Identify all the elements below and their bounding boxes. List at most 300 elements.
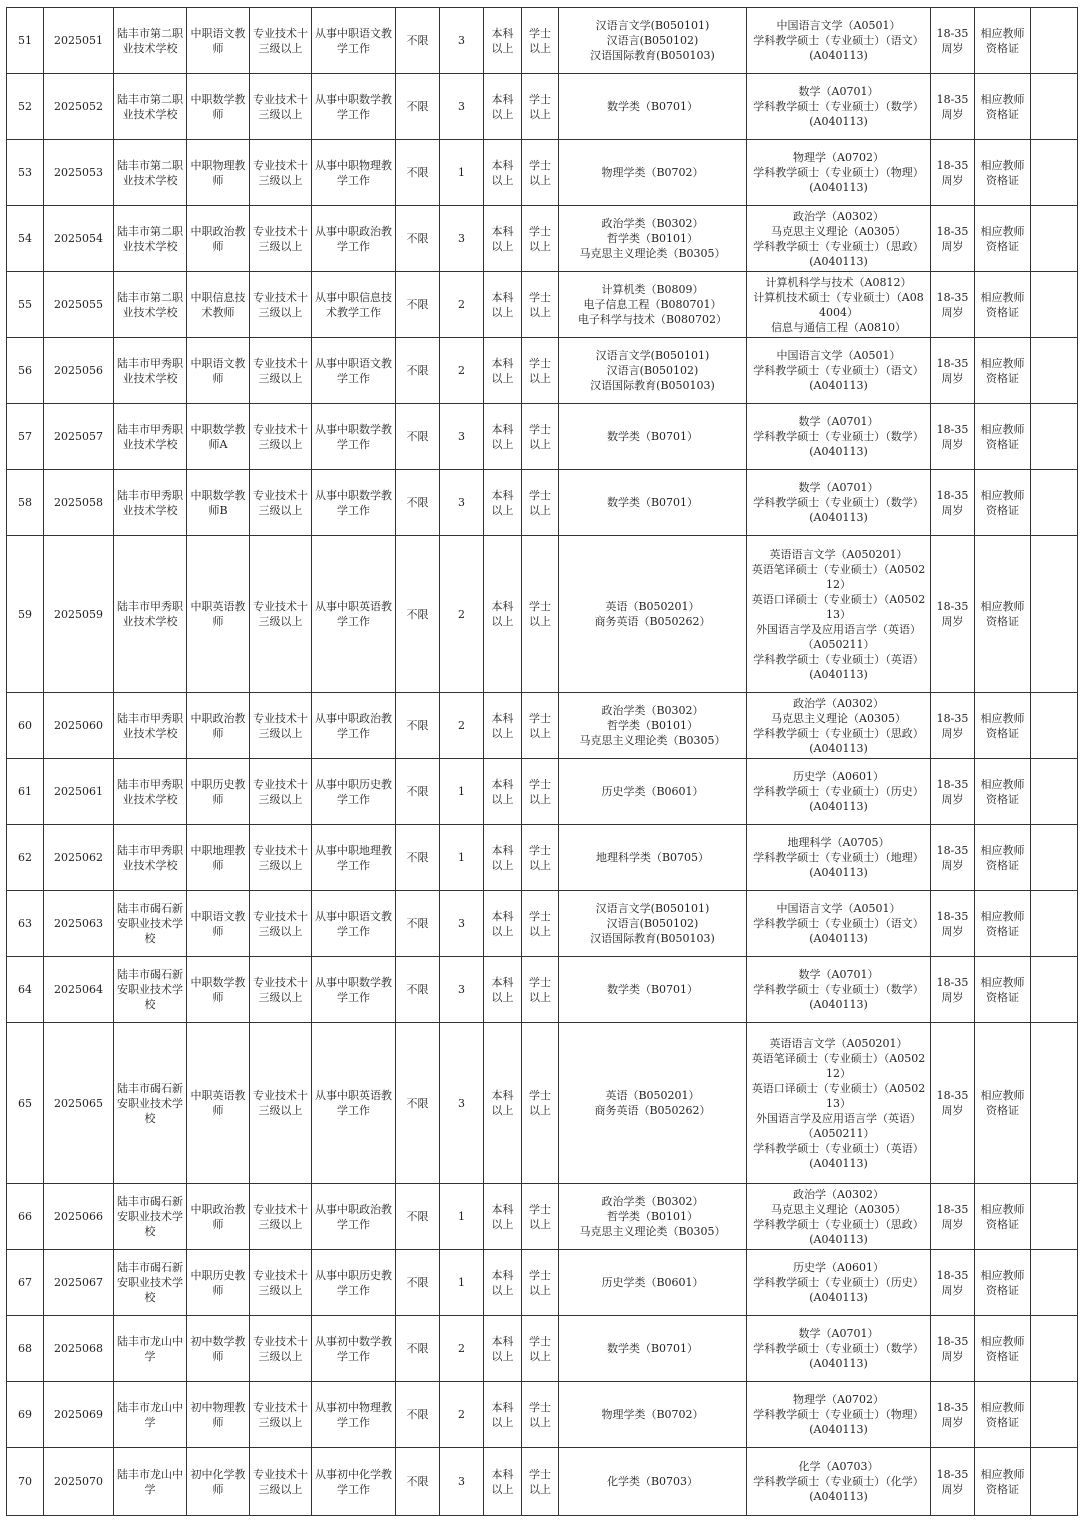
cell-degree: 学士以上 xyxy=(522,759,559,825)
cell-level: 专业技术十三级以上 xyxy=(250,8,312,74)
cell-unit: 陆丰市甲秀职业技术学校 xyxy=(114,759,187,825)
cell-index: 66 xyxy=(7,1184,44,1250)
cell-count: 1 xyxy=(440,1184,484,1250)
cell-scope: 不限 xyxy=(396,825,440,891)
cell-scope: 不限 xyxy=(396,338,440,404)
recruitment-table xyxy=(6,7,1078,1516)
cell-age: 18-35周岁 xyxy=(931,957,975,1023)
cell-education: 本科以上 xyxy=(484,470,522,536)
cell-degree: 学士以上 xyxy=(522,957,559,1023)
cell-index: 59 xyxy=(7,536,44,693)
table-row xyxy=(7,1184,1078,1250)
cell-post: 中职信息技术教师 xyxy=(187,272,250,338)
cell-index: 52 xyxy=(7,74,44,140)
cell-degree: 学士以上 xyxy=(522,1316,559,1382)
cell-duty: 从事中职语文教学工作 xyxy=(312,8,396,74)
cell-undergrad-major: 政治学类（B0302） 哲学类（B0101） 马克思主义理论类（B0305） xyxy=(559,206,747,272)
cell-degree: 学士以上 xyxy=(522,140,559,206)
cell-postgrad-major: 数学（A0701） 学科教学硕士（专业硕士）（数学）(A040113) xyxy=(747,470,931,536)
cell-degree: 学士以上 xyxy=(522,206,559,272)
cell-undergrad-major: 英语（B050201） 商务英语（B050262） xyxy=(559,536,747,693)
cell-count: 2 xyxy=(440,1382,484,1448)
cell-postgrad-major: 政治学（A0302） 马克思主义理论（A0305） 学科教学硕士（专业硕士）（思政）(A040113) xyxy=(747,693,931,759)
table-row xyxy=(7,1250,1078,1316)
cell-certificate: 相应教师资格证 xyxy=(975,693,1031,759)
cell-education: 本科以上 xyxy=(484,272,522,338)
cell-remark xyxy=(1031,140,1078,206)
cell-postgrad-major: 中国语言文学（A0501） 学科教学硕士（专业硕士）（语文）(A040113) xyxy=(747,338,931,404)
cell-degree: 学士以上 xyxy=(522,272,559,338)
cell-education: 本科以上 xyxy=(484,693,522,759)
cell-certificate: 相应教师资格证 xyxy=(975,8,1031,74)
cell-age: 18-35周岁 xyxy=(931,1250,975,1316)
cell-undergrad-major: 地理科学类（B0705） xyxy=(559,825,747,891)
cell-certificate: 相应教师资格证 xyxy=(975,759,1031,825)
cell-undergrad-major: 化学类（B0703） xyxy=(559,1448,747,1516)
cell-post-code: 2025066 xyxy=(44,1184,114,1250)
table-row xyxy=(7,404,1078,470)
table-row xyxy=(7,891,1078,957)
cell-undergrad-major: 数学类（B0701） xyxy=(559,470,747,536)
cell-duty: 从事中职数学教学工作 xyxy=(312,404,396,470)
cell-certificate: 相应教师资格证 xyxy=(975,536,1031,693)
cell-duty: 从事中职政治教学工作 xyxy=(312,206,396,272)
cell-count: 3 xyxy=(440,891,484,957)
cell-duty: 从事中职历史教学工作 xyxy=(312,1250,396,1316)
cell-level: 专业技术十三级以上 xyxy=(250,1250,312,1316)
cell-remark xyxy=(1031,338,1078,404)
cell-count: 3 xyxy=(440,206,484,272)
cell-postgrad-major: 地理科学（A0705） 学科教学硕士（专业硕士）（地理）(A040113) xyxy=(747,825,931,891)
table-row xyxy=(7,140,1078,206)
cell-unit: 陆丰市甲秀职业技术学校 xyxy=(114,470,187,536)
cell-degree: 学士以上 xyxy=(522,1023,559,1184)
cell-age: 18-35周岁 xyxy=(931,759,975,825)
cell-index: 70 xyxy=(7,1448,44,1516)
cell-remark xyxy=(1031,957,1078,1023)
cell-scope: 不限 xyxy=(396,536,440,693)
cell-undergrad-major: 数学类（B0701） xyxy=(559,957,747,1023)
cell-post-code: 2025056 xyxy=(44,338,114,404)
cell-scope: 不限 xyxy=(396,1250,440,1316)
table-row xyxy=(7,1023,1078,1184)
cell-post: 中职政治教师 xyxy=(187,206,250,272)
cell-unit: 陆丰市龙山中学 xyxy=(114,1448,187,1516)
cell-degree: 学士以上 xyxy=(522,825,559,891)
cell-age: 18-35周岁 xyxy=(931,825,975,891)
cell-duty: 从事中职数学教学工作 xyxy=(312,470,396,536)
cell-education: 本科以上 xyxy=(484,536,522,693)
cell-duty: 从事中职语文教学工作 xyxy=(312,338,396,404)
cell-age: 18-35周岁 xyxy=(931,1448,975,1516)
cell-education: 本科以上 xyxy=(484,404,522,470)
cell-education: 本科以上 xyxy=(484,759,522,825)
cell-education: 本科以上 xyxy=(484,338,522,404)
cell-duty: 从事中职英语教学工作 xyxy=(312,536,396,693)
cell-postgrad-major: 物理学（A0702） 学科教学硕士（专业硕士）（物理）(A040113) xyxy=(747,1382,931,1448)
cell-degree: 学士以上 xyxy=(522,1184,559,1250)
cell-degree: 学士以上 xyxy=(522,404,559,470)
cell-certificate: 相应教师资格证 xyxy=(975,470,1031,536)
cell-certificate: 相应教师资格证 xyxy=(975,206,1031,272)
cell-degree: 学士以上 xyxy=(522,74,559,140)
cell-level: 专业技术十三级以上 xyxy=(250,1382,312,1448)
cell-count: 2 xyxy=(440,693,484,759)
cell-index: 67 xyxy=(7,1250,44,1316)
cell-remark xyxy=(1031,470,1078,536)
cell-age: 18-35周岁 xyxy=(931,140,975,206)
cell-education: 本科以上 xyxy=(484,1184,522,1250)
cell-unit: 陆丰市甲秀职业技术学校 xyxy=(114,338,187,404)
cell-post: 初中化学教师 xyxy=(187,1448,250,1516)
cell-scope: 不限 xyxy=(396,759,440,825)
table-row xyxy=(7,825,1078,891)
cell-scope: 不限 xyxy=(396,1448,440,1516)
cell-post: 中职语文教师 xyxy=(187,891,250,957)
cell-degree: 学士以上 xyxy=(522,1448,559,1516)
cell-post-code: 2025058 xyxy=(44,470,114,536)
cell-postgrad-major: 数学（A0701） 学科教学硕士（专业硕士）（数学）(A040113) xyxy=(747,74,931,140)
cell-degree: 学士以上 xyxy=(522,338,559,404)
cell-postgrad-major: 物理学（A0702） 学科教学硕士（专业硕士）（物理）(A040113) xyxy=(747,140,931,206)
cell-age: 18-35周岁 xyxy=(931,272,975,338)
cell-level: 专业技术十三级以上 xyxy=(250,536,312,693)
table-row xyxy=(7,338,1078,404)
cell-age: 18-35周岁 xyxy=(931,536,975,693)
cell-undergrad-major: 汉语言文学(B050101) 汉语言(B050102) 汉语国际教育(B050103) xyxy=(559,891,747,957)
cell-post-code: 2025057 xyxy=(44,404,114,470)
table-row xyxy=(7,206,1078,272)
cell-scope: 不限 xyxy=(396,1023,440,1184)
table-row xyxy=(7,1316,1078,1382)
cell-certificate: 相应教师资格证 xyxy=(975,1023,1031,1184)
cell-age: 18-35周岁 xyxy=(931,1184,975,1250)
cell-duty: 从事中职政治教学工作 xyxy=(312,693,396,759)
cell-duty: 从事中职物理教学工作 xyxy=(312,140,396,206)
cell-count: 3 xyxy=(440,1023,484,1184)
cell-unit: 陆丰市第二职业技术学校 xyxy=(114,8,187,74)
cell-unit: 陆丰市碣石新安职业技术学校 xyxy=(114,891,187,957)
cell-index: 55 xyxy=(7,272,44,338)
cell-unit: 陆丰市碣石新安职业技术学校 xyxy=(114,1023,187,1184)
cell-postgrad-major: 化学（A0703） 学科教学硕士（专业硕士）（化学）(A040113) xyxy=(747,1448,931,1516)
cell-index: 69 xyxy=(7,1382,44,1448)
cell-duty: 从事中职英语教学工作 xyxy=(312,1023,396,1184)
cell-level: 专业技术十三级以上 xyxy=(250,825,312,891)
cell-post: 中职英语教师 xyxy=(187,1023,250,1184)
cell-level: 专业技术十三级以上 xyxy=(250,891,312,957)
cell-degree: 学士以上 xyxy=(522,1250,559,1316)
cell-post-code: 2025054 xyxy=(44,206,114,272)
cell-post-code: 2025052 xyxy=(44,74,114,140)
cell-unit: 陆丰市第二职业技术学校 xyxy=(114,272,187,338)
table-row xyxy=(7,272,1078,338)
cell-post-code: 2025055 xyxy=(44,272,114,338)
cell-education: 本科以上 xyxy=(484,206,522,272)
cell-certificate: 相应教师资格证 xyxy=(975,1382,1031,1448)
cell-remark xyxy=(1031,206,1078,272)
cell-postgrad-major: 数学（A0701） 学科教学硕士（专业硕士）（数学）(A040113) xyxy=(747,957,931,1023)
cell-education: 本科以上 xyxy=(484,825,522,891)
cell-undergrad-major: 汉语言文学(B050101) 汉语言(B050102) 汉语国际教育(B050103) xyxy=(559,8,747,74)
cell-unit: 陆丰市甲秀职业技术学校 xyxy=(114,536,187,693)
cell-age: 18-35周岁 xyxy=(931,74,975,140)
cell-count: 3 xyxy=(440,957,484,1023)
cell-count: 1 xyxy=(440,759,484,825)
cell-postgrad-major: 中国语言文学（A0501） 学科教学硕士（专业硕士）（语文）(A040113) xyxy=(747,891,931,957)
table-row xyxy=(7,8,1078,74)
cell-post-code: 2025060 xyxy=(44,693,114,759)
cell-postgrad-major: 英语语言文学（A050201） 英语笔译硕士（专业硕士）（A050212） 英语口译硕士（专业硕士）（A050213） 外国语言学及应用语言学（英语）（A050211） 学科教学硕士（专业硕士）（英语）(A040113) xyxy=(747,536,931,693)
cell-post: 中职数学教师A xyxy=(187,404,250,470)
cell-post: 中职语文教师 xyxy=(187,8,250,74)
cell-scope: 不限 xyxy=(396,8,440,74)
cell-level: 专业技术十三级以上 xyxy=(250,206,312,272)
cell-post: 中职政治教师 xyxy=(187,1184,250,1250)
cell-count: 1 xyxy=(440,1250,484,1316)
cell-index: 57 xyxy=(7,404,44,470)
cell-post: 中职数学教师 xyxy=(187,957,250,1023)
cell-age: 18-35周岁 xyxy=(931,1023,975,1184)
cell-postgrad-major: 历史学（A0601） 学科教学硕士（专业硕士）（历史）(A040113) xyxy=(747,759,931,825)
cell-level: 专业技术十三级以上 xyxy=(250,1316,312,1382)
cell-certificate: 相应教师资格证 xyxy=(975,74,1031,140)
cell-scope: 不限 xyxy=(396,1382,440,1448)
cell-undergrad-major: 政治学类（B0302） 哲学类（B0101） 马克思主义理论类（B0305） xyxy=(559,693,747,759)
cell-index: 68 xyxy=(7,1316,44,1382)
cell-post: 中职历史教师 xyxy=(187,759,250,825)
cell-degree: 学士以上 xyxy=(522,1382,559,1448)
cell-certificate: 相应教师资格证 xyxy=(975,1448,1031,1516)
cell-remark xyxy=(1031,536,1078,693)
table-row xyxy=(7,957,1078,1023)
table-row xyxy=(7,74,1078,140)
cell-certificate: 相应教师资格证 xyxy=(975,338,1031,404)
cell-level: 专业技术十三级以上 xyxy=(250,272,312,338)
cell-level: 专业技术十三级以上 xyxy=(250,404,312,470)
cell-post: 中职英语教师 xyxy=(187,536,250,693)
cell-certificate: 相应教师资格证 xyxy=(975,140,1031,206)
cell-certificate: 相应教师资格证 xyxy=(975,1316,1031,1382)
cell-post: 中职政治教师 xyxy=(187,693,250,759)
cell-postgrad-major: 英语语言文学（A050201） 英语笔译硕士（专业硕士）（A050212） 英语口译硕士（专业硕士）（A050213） 外国语言学及应用语言学（英语）（A050211） 学科教学硕士（专业硕士）（英语）(A040113) xyxy=(747,1023,931,1184)
cell-index: 65 xyxy=(7,1023,44,1184)
cell-age: 18-35周岁 xyxy=(931,8,975,74)
cell-education: 本科以上 xyxy=(484,1250,522,1316)
cell-remark xyxy=(1031,8,1078,74)
cell-scope: 不限 xyxy=(396,206,440,272)
cell-undergrad-major: 数学类（B0701） xyxy=(559,404,747,470)
cell-postgrad-major: 数学（A0701） 学科教学硕士（专业硕士）（数学）(A040113) xyxy=(747,404,931,470)
cell-remark xyxy=(1031,1316,1078,1382)
cell-count: 3 xyxy=(440,470,484,536)
cell-unit: 陆丰市碣石新安职业技术学校 xyxy=(114,1250,187,1316)
cell-unit: 陆丰市第二职业技术学校 xyxy=(114,206,187,272)
cell-post-code: 2025064 xyxy=(44,957,114,1023)
cell-post-code: 2025070 xyxy=(44,1448,114,1516)
cell-count: 2 xyxy=(440,272,484,338)
cell-remark xyxy=(1031,1184,1078,1250)
cell-remark xyxy=(1031,693,1078,759)
cell-postgrad-major: 政治学（A0302） 马克思主义理论（A0305） 学科教学硕士（专业硕士）（思政）(A040113) xyxy=(747,1184,931,1250)
cell-postgrad-major: 中国语言文学（A0501） 学科教学硕士（专业硕士）（语文）(A040113) xyxy=(747,8,931,74)
cell-count: 2 xyxy=(440,338,484,404)
cell-age: 18-35周岁 xyxy=(931,891,975,957)
cell-postgrad-major: 数学（A0701） 学科教学硕士（专业硕士）（数学）(A040113) xyxy=(747,1316,931,1382)
cell-post: 中职语文教师 xyxy=(187,338,250,404)
cell-degree: 学士以上 xyxy=(522,693,559,759)
cell-unit: 陆丰市甲秀职业技术学校 xyxy=(114,404,187,470)
cell-degree: 学士以上 xyxy=(522,470,559,536)
cell-duty: 从事初中数学教学工作 xyxy=(312,1316,396,1382)
cell-undergrad-major: 历史学类（B0601） xyxy=(559,1250,747,1316)
cell-count: 1 xyxy=(440,140,484,206)
cell-count: 3 xyxy=(440,8,484,74)
cell-index: 64 xyxy=(7,957,44,1023)
cell-post: 初中物理教师 xyxy=(187,1382,250,1448)
table-row xyxy=(7,693,1078,759)
cell-index: 56 xyxy=(7,338,44,404)
cell-unit: 陆丰市甲秀职业技术学校 xyxy=(114,825,187,891)
cell-level: 专业技术十三级以上 xyxy=(250,759,312,825)
cell-post-code: 2025068 xyxy=(44,1316,114,1382)
cell-remark xyxy=(1031,891,1078,957)
cell-remark xyxy=(1031,759,1078,825)
cell-duty: 从事中职政治教学工作 xyxy=(312,1184,396,1250)
cell-duty: 从事中职地理教学工作 xyxy=(312,825,396,891)
cell-post-code: 2025062 xyxy=(44,825,114,891)
cell-level: 专业技术十三级以上 xyxy=(250,693,312,759)
cell-education: 本科以上 xyxy=(484,8,522,74)
cell-post: 中职数学教师B xyxy=(187,470,250,536)
cell-post-code: 2025059 xyxy=(44,536,114,693)
cell-undergrad-major: 计算机类（B0809） 电子信息工程（B080701） 电子科学与技术（B080702） xyxy=(559,272,747,338)
cell-post: 中职物理教师 xyxy=(187,140,250,206)
cell-remark xyxy=(1031,1382,1078,1448)
cell-duty: 从事初中化学教学工作 xyxy=(312,1448,396,1516)
cell-post: 中职地理教师 xyxy=(187,825,250,891)
table-row xyxy=(7,470,1078,536)
cell-scope: 不限 xyxy=(396,272,440,338)
cell-level: 专业技术十三级以上 xyxy=(250,1184,312,1250)
cell-post: 中职数学教师 xyxy=(187,74,250,140)
cell-level: 专业技术十三级以上 xyxy=(250,470,312,536)
cell-index: 61 xyxy=(7,759,44,825)
cell-certificate: 相应教师资格证 xyxy=(975,1184,1031,1250)
cell-undergrad-major: 物理学类（B0702） xyxy=(559,1382,747,1448)
cell-duty: 从事初中物理教学工作 xyxy=(312,1382,396,1448)
cell-level: 专业技术十三级以上 xyxy=(250,1448,312,1516)
cell-education: 本科以上 xyxy=(484,1316,522,1382)
cell-level: 专业技术十三级以上 xyxy=(250,1023,312,1184)
table-row xyxy=(7,1382,1078,1448)
cell-count: 1 xyxy=(440,825,484,891)
cell-scope: 不限 xyxy=(396,1184,440,1250)
cell-remark xyxy=(1031,74,1078,140)
cell-education: 本科以上 xyxy=(484,1023,522,1184)
cell-certificate: 相应教师资格证 xyxy=(975,404,1031,470)
cell-index: 62 xyxy=(7,825,44,891)
cell-undergrad-major: 历史学类（B0601） xyxy=(559,759,747,825)
cell-unit: 陆丰市碣石新安职业技术学校 xyxy=(114,1184,187,1250)
cell-duty: 从事中职信息技术教学工作 xyxy=(312,272,396,338)
cell-undergrad-major: 数学类（B0701） xyxy=(559,1316,747,1382)
cell-education: 本科以上 xyxy=(484,1448,522,1516)
cell-scope: 不限 xyxy=(396,470,440,536)
cell-postgrad-major: 政治学（A0302） 马克思主义理论（A0305） 学科教学硕士（专业硕士）（思政）(A040113) xyxy=(747,206,931,272)
cell-certificate: 相应教师资格证 xyxy=(975,957,1031,1023)
cell-degree: 学士以上 xyxy=(522,8,559,74)
cell-index: 53 xyxy=(7,140,44,206)
cell-count: 3 xyxy=(440,404,484,470)
cell-index: 51 xyxy=(7,8,44,74)
cell-education: 本科以上 xyxy=(484,891,522,957)
cell-index: 60 xyxy=(7,693,44,759)
cell-age: 18-35周岁 xyxy=(931,206,975,272)
cell-level: 专业技术十三级以上 xyxy=(250,338,312,404)
cell-index: 63 xyxy=(7,891,44,957)
cell-post-code: 2025053 xyxy=(44,140,114,206)
cell-post-code: 2025065 xyxy=(44,1023,114,1184)
cell-level: 专业技术十三级以上 xyxy=(250,140,312,206)
cell-education: 本科以上 xyxy=(484,74,522,140)
cell-remark xyxy=(1031,272,1078,338)
cell-unit: 陆丰市第二职业技术学校 xyxy=(114,140,187,206)
cell-index: 58 xyxy=(7,470,44,536)
cell-unit: 陆丰市龙山中学 xyxy=(114,1316,187,1382)
cell-undergrad-major: 物理学类（B0702） xyxy=(559,140,747,206)
cell-remark xyxy=(1031,1023,1078,1184)
cell-certificate: 相应教师资格证 xyxy=(975,891,1031,957)
cell-count: 2 xyxy=(440,536,484,693)
cell-index: 54 xyxy=(7,206,44,272)
cell-unit: 陆丰市甲秀职业技术学校 xyxy=(114,693,187,759)
cell-scope: 不限 xyxy=(396,404,440,470)
cell-education: 本科以上 xyxy=(484,1382,522,1448)
cell-education: 本科以上 xyxy=(484,957,522,1023)
cell-age: 18-35周岁 xyxy=(931,470,975,536)
cell-scope: 不限 xyxy=(396,891,440,957)
cell-unit: 陆丰市龙山中学 xyxy=(114,1382,187,1448)
cell-postgrad-major: 历史学（A0601） 学科教学硕士（专业硕士）（历史）(A040113) xyxy=(747,1250,931,1316)
cell-remark xyxy=(1031,404,1078,470)
table-row xyxy=(7,759,1078,825)
cell-scope: 不限 xyxy=(396,74,440,140)
cell-education: 本科以上 xyxy=(484,140,522,206)
cell-post: 中职历史教师 xyxy=(187,1250,250,1316)
cell-remark xyxy=(1031,825,1078,891)
cell-undergrad-major: 英语（B050201） 商务英语（B050262） xyxy=(559,1023,747,1184)
cell-undergrad-major: 数学类（B0701） xyxy=(559,74,747,140)
cell-level: 专业技术十三级以上 xyxy=(250,74,312,140)
cell-age: 18-35周岁 xyxy=(931,1382,975,1448)
table-row xyxy=(7,1448,1078,1516)
cell-undergrad-major: 政治学类（B0302） 哲学类（B0101） 马克思主义理论类（B0305） xyxy=(559,1184,747,1250)
cell-degree: 学士以上 xyxy=(522,536,559,693)
cell-scope: 不限 xyxy=(396,1316,440,1382)
cell-post: 初中数学教师 xyxy=(187,1316,250,1382)
cell-post-code: 2025063 xyxy=(44,891,114,957)
cell-certificate: 相应教师资格证 xyxy=(975,1250,1031,1316)
cell-duty: 从事中职数学教学工作 xyxy=(312,957,396,1023)
cell-count: 3 xyxy=(440,74,484,140)
cell-level: 专业技术十三级以上 xyxy=(250,957,312,1023)
cell-age: 18-35周岁 xyxy=(931,1316,975,1382)
cell-duty: 从事中职数学教学工作 xyxy=(312,74,396,140)
cell-scope: 不限 xyxy=(396,140,440,206)
cell-count: 3 xyxy=(440,1448,484,1516)
cell-duty: 从事中职历史教学工作 xyxy=(312,759,396,825)
